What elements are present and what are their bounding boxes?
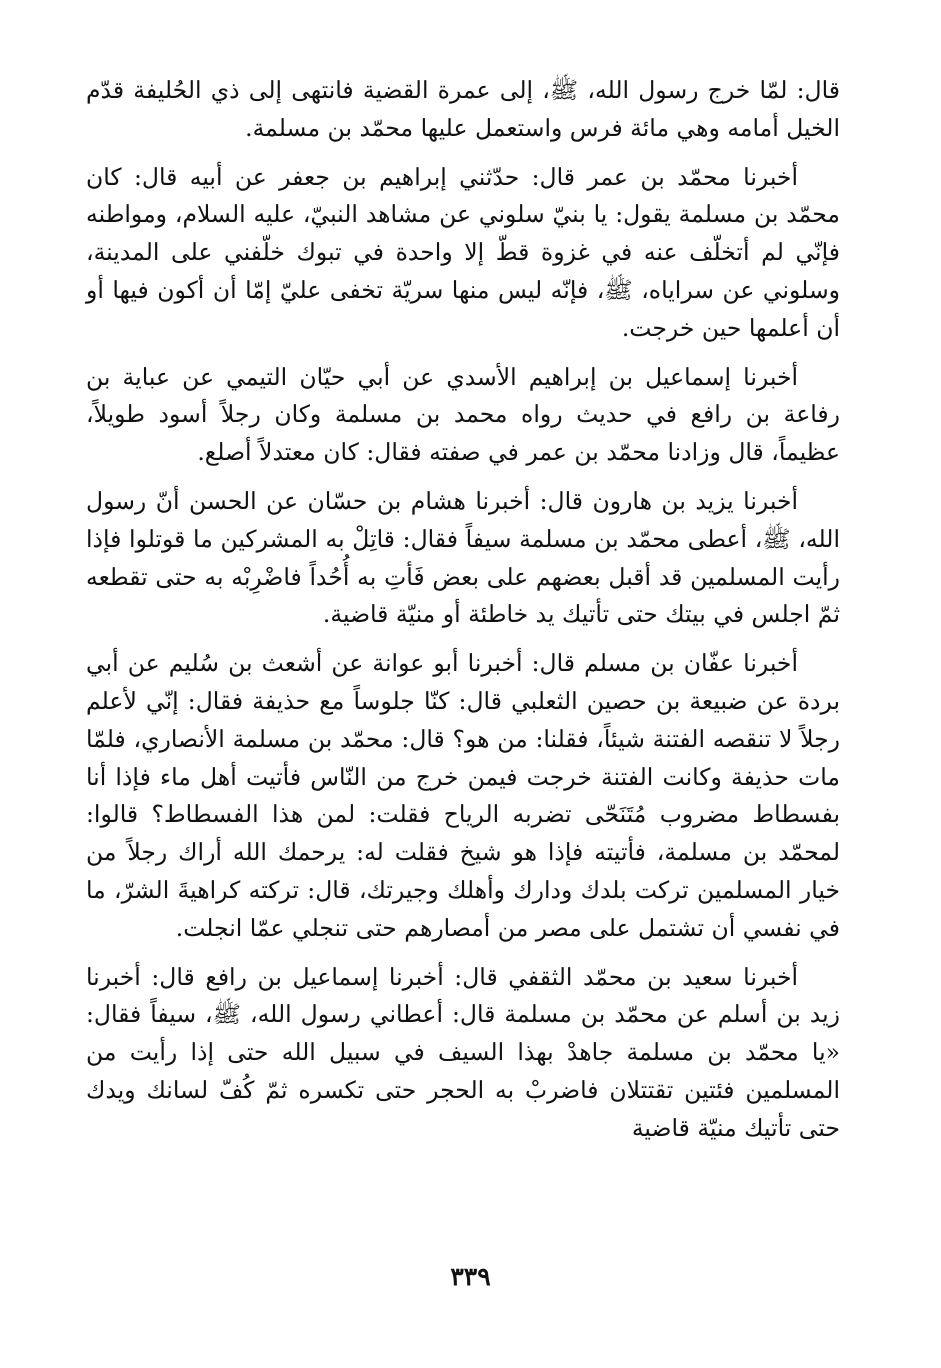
page-body [86,72,840,1159]
paragraph-1: قال: لمّا خرج رسول الله، ﷺ، إلى عمرة القضية فانتهى إلى ذي الحُليفة قدّم الخيل أمامه وهي مائة فرس واستعمل عليها محمّد بن مسلمة. [86,76,840,142]
paragraph-2: أخبرنا محمّد بن عمر قال: حدّثني إبراهيم بن جعفر عن أبيه قال: كان محمّد بن مسلمة يقول: يا بنيّ سلوني عن مشاهد النبيّ، عليه السلام، ومواطنه فإنّي لم أتخلّف عنه في غزوة قطّ إلا واحدة في تبوك خلّفني على المدينة، وسلوني عن سراياه، ﷺ، فإنّه ليس منها سريّة تخفى عليّ إمّا أن أكون فيها أو أن أعلمها حين خرجت. [86,162,840,342]
page-number: ٣٣٩ [450,1262,491,1291]
paragraph-5: أخبرنا عفّان بن مسلم قال: أخبرنا أبو عوانة عن أشعث بن سُليم عن أبي بردة عن ضبيعة بن حصين الثعلبي قال: كنّا جلوساً مع حذيفة فقال: إنّي لأعلم رجلاً لا تنقصه الفتنة شيئاً، فقلنا: من هو؟ قال: محمّد بن مسلمة الأنصاري، فلمّا مات حذيفة وكانت الفتنة خرجت فيمن خرج من النّاس فأتيت أهل ماء فإذا أنا بفسطاط مضروب مُتَنَحّى تضربه الرياح فقلت: لمن هذا الفسطاط؟ قالوا: لمحمّد بن مسلمة، فأتيته فإذا هو شيخ فقلت له: يرحمك الله أراك رجلاً من خيار المسلمين تركت بلدك ودارك وأهلك وجيرتك، قال: تركته كراهيةَ الشرّ، ما في نفسي أن تشتمل على مصر من أمصارهم حتى تنجلي عمّا انجلت. [86,649,840,942]
paragraph-3: أخبرنا إسماعيل بن إبراهيم الأسدي عن أبي حيّان التيمي عن عباية بن رفاعة بن رافع في حديث رواه محمد بن مسلمة وكان رجلاً أسود طويلاً، عظيماً، قال وزادنا محمّد بن عمر في صفته فقال: كان معتدلاً أصلع. [86,362,840,467]
paragraph-4: أخبرنا يزيد بن هارون قال: أخبرنا هشام بن حسّان عن الحسن أنّ رسول الله، ﷺ، أعطى محمّد بن مسلمة سيفاً فقال: قاتِلْ به المشركين ما قوتلوا فإذا رأيت المسلمين قد أقبل بعضهم على بعض فَأتِ به أُحُداً فاضْرِبْه به حتى تقطعه ثمّ اجلس في بيتك حتى تأتيك يد خاطئة أو منيّة قاضية. [86,486,840,629]
paragraph-6: أخبرنا سعيد بن محمّد الثقفي قال: أخبرنا إسماعيل بن رافع قال: أخبرنا زيد بن أسلم عن محمّد بن مسلمة قال: أعطاني رسول الله، ﷺ، سيفاً فقال: «يا محمّد بن مسلمة جاهدْ بهذا السيف في سبيل الله حتى إذا رأيت من المسلمين فئتين تقتتلان فاضربْ به الحجر حتى تكسره ثمّ كُفّ لسانك ويدك حتى تأتيك منيّة قاضية [86,962,840,1142]
